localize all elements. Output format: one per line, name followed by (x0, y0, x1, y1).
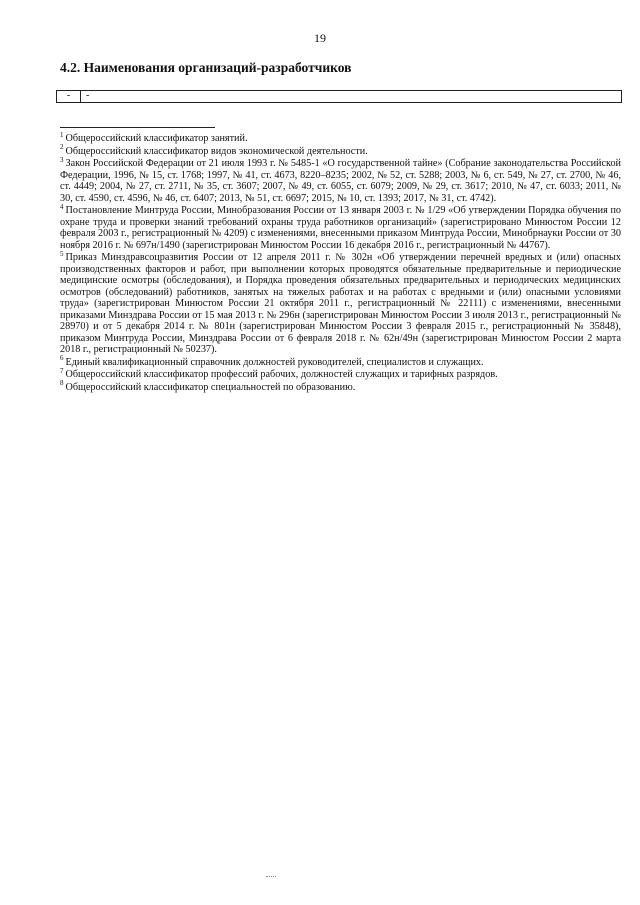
footnote-mark: 7 (60, 366, 64, 375)
footnote-separator (60, 127, 215, 128)
footnote (60, 379, 621, 394)
footnote (60, 366, 621, 381)
section-title: 4.2. Наименования организаций-разработчиков (60, 60, 352, 75)
footnote (60, 155, 621, 204)
page-number: 19 (314, 31, 326, 45)
footnote-text: Общероссийский классификатор видов экономической деятельности. (65, 145, 368, 157)
table-cell-organization: - (86, 90, 90, 101)
scan-speck (266, 876, 276, 879)
footnote (60, 249, 621, 356)
footnote-text: Приказ Минздравсоцразвития России от 12 апреля 2011 г. № 302н «Об утверждении перечней вредных и (или) опасных производственных факторов и работ, при выполнении которых проводятся обязательные предварительные и периодические медицинские осмотры (обследования), и Порядка проведения обязательных предварительных и периодических медицинских осмотров (обследований) работников, занятых на тяжелых работах и на работах с вредными и (или) опасными условиями труда» (зарегистрирован Минюстом России 21 октября 2011 г., регистрационный № 22111) с изменениями, внесенными приказами Минздрава России от 15 мая 2013 г. № 296н (зарегистрирован Минюстом России 3 июля 2013 г., регистрационный № 28970) и от 5 декабря 2014 г. № 801н (зарегистрирован Минюстом России 3 февраля 2015 г., регистрационный № 35848), приказом Минтруда России, Минздрава России от 6 февраля 2018 г. № 62н/49н (зарегистрирован Минюстом России 2 марта 2018 г., регистрационный № 50237). (60, 252, 621, 355)
footnote-text: Единый квалификационный справочник должностей руководителей, специалистов и служащих. (65, 356, 484, 368)
footnote-mark: 3 (60, 155, 64, 164)
footnote-text: Закон Российской Федерации от 21 июля 1993 г. № 5485-1 «О государственной тайне» (Собрание законодательства Российской Федерации, 1996, № 15, ст. 1768; 1997, № 41, ст. 4673, 8220–8235; 2002, № 52, ст. 5288; 2003, № 6, ст. 549, № 27, ст. 2700, № 46, ст. 4449; 2004, № 27, ст. 2711, № 35, ст. 3607; 2007, № 49, ст. 6055, ст. 6079; 2009, № 29, ст. 3617; 2010, № 47, ст. 6033; 2011, № 30, ст. 4590, ст. 4596, № 46, ст. 6407; 2013, № 51, ст. 6697; 2015, № 10, ст. 1393; 2017, № 31, ст. 4742). (60, 158, 621, 204)
footnote-text: Общероссийский классификатор профессий рабочих, должностей служащих и тарифных разрядов. (65, 369, 498, 380)
footnote (60, 202, 621, 251)
footnotes (60, 130, 621, 393)
footnote-mark: 6 (60, 354, 64, 363)
footnote-text: Общероссийский классификатор специальностей по образованию. (65, 381, 356, 393)
footnote (60, 130, 621, 145)
footnote-mark: 4 (60, 202, 64, 211)
footnote-text: Общероссийский классификатор занятий. (65, 133, 248, 144)
footnote-mark: 1 (60, 130, 64, 139)
table-cell-number: - (57, 91, 81, 102)
footnote-mark: 5 (60, 249, 64, 258)
footnote (60, 354, 621, 369)
developers-table (56, 90, 622, 103)
footnote-mark: 8 (60, 379, 64, 388)
footnote-mark: 2 (60, 143, 64, 152)
footnote-text: Постановление Минтруда России, Минобразования России от 13 января 2003 г. № 1/29 «Об утверждении Порядка обучения по охране труда и проверки знаний требований охраны труда работников организаций» (зарегистрировано Минюстом России 12 февраля 2003 г., регистрационный № 4209) с изменениями, внесенными приказом Минтруда России, Минобрнауки России от 30 ноября 2016 г. № 697н/1490 (зарегистрирован Минюстом России 16 декабря 2016 г., регистрационный № 44767). (60, 205, 621, 251)
footnote (60, 143, 621, 158)
